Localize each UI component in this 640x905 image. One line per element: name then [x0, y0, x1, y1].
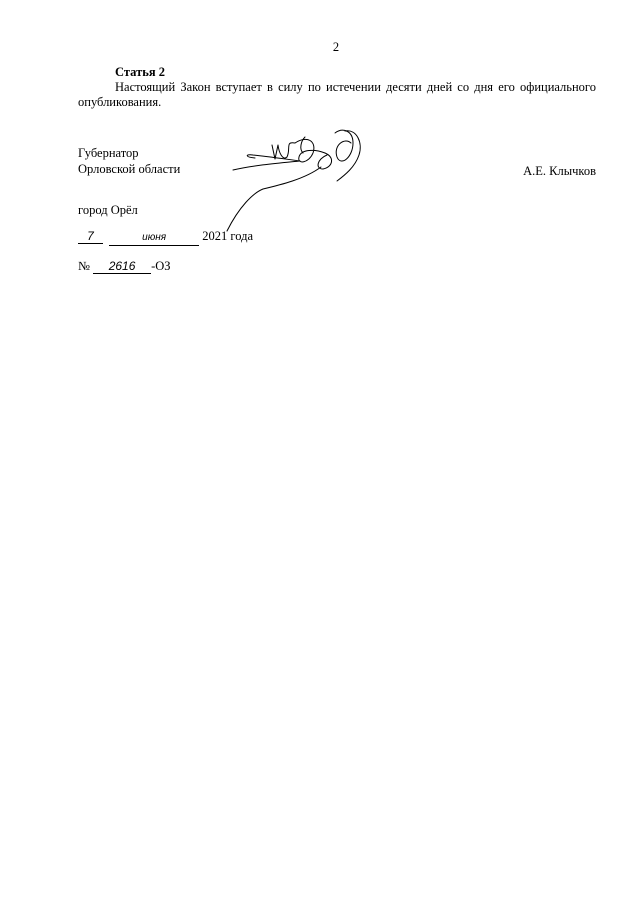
page-number: 2: [332, 40, 340, 54]
place-of-signing: город Орёл: [78, 203, 138, 217]
law-number-suffix: -ОЗ: [151, 259, 171, 273]
signatory-title: Губернатор: [78, 146, 139, 160]
article-title: Статья 2: [115, 65, 165, 79]
signing-date: [78, 229, 253, 246]
date-month: июня: [109, 231, 199, 246]
date-year: 2021 года: [202, 229, 253, 243]
signatory-region: Орловской области: [78, 162, 181, 176]
signatory-name: А.Е. Клычков: [523, 164, 596, 178]
law-number: [78, 259, 171, 274]
law-number-prefix: №: [78, 259, 90, 273]
date-day: 7: [78, 229, 103, 244]
law-number-value: 2616: [93, 259, 151, 274]
handwritten-signature: [225, 123, 375, 233]
article-text: Настоящий Закон вступает в силу по истечении десяти дней со дня его официального опубликования.: [78, 80, 596, 109]
